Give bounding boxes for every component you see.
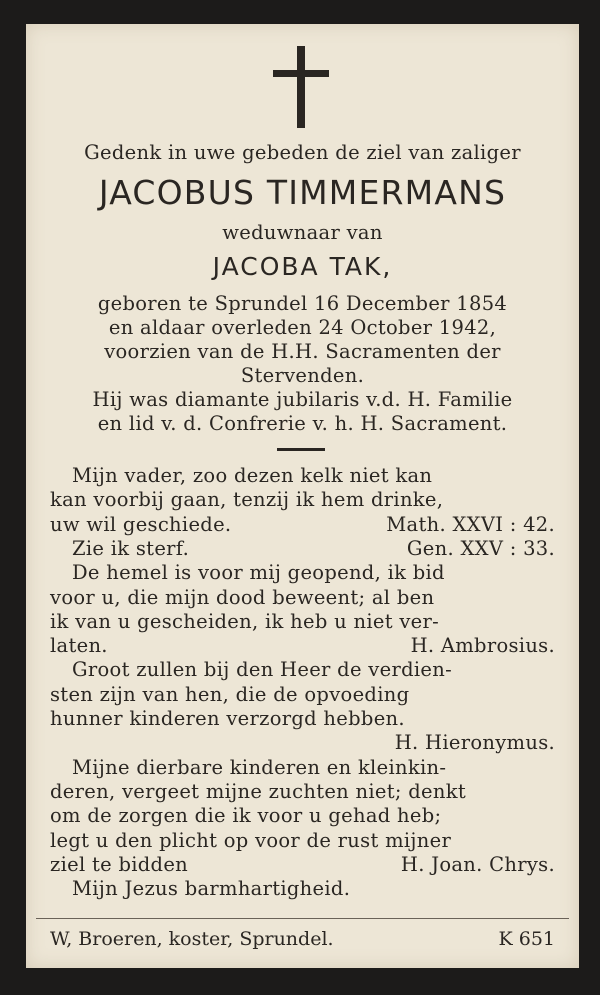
bio-line: Stervenden. <box>240 364 365 387</box>
deceased-name: JACOBUS TIMMERMANS <box>98 173 507 212</box>
prayer-text: ik van u gescheiden, ik heb u niet ver- <box>50 609 439 633</box>
prayer-source: H. Joan. Chrys. <box>400 852 555 876</box>
prayer-text: legt u den plicht op voor de rust mijner <box>50 828 452 852</box>
prayer-text: hunner kinderen verzorgd hebben. <box>50 707 405 730</box>
intro-text: Gedenk in uwe gebeden de ziel van zaliger <box>84 141 521 164</box>
prayer-text: voor u, die mijn dood beweent; al ben <box>50 585 435 609</box>
bio-line: Hij was diamante jubilaris v.d. H. Familie <box>92 388 513 411</box>
divider <box>277 448 325 451</box>
spouse-name: JACOBA TAK, <box>212 252 393 281</box>
prayer-text: ziel te bidden <box>50 852 189 876</box>
prayer-text: laten. <box>50 634 108 658</box>
memorial-card <box>26 24 579 968</box>
prayer-text: Mijn Jezus barmhartigheid. <box>72 877 351 901</box>
bio-line: voorzien van de H.H. Sacramenten der <box>104 340 501 363</box>
printer-name: W, Broeren, koster, Sprundel. <box>50 928 334 950</box>
prayer-text: deren, vergeet mijne zuchten niet; denkt <box>50 779 467 803</box>
prayer-source: H. Hieronymus. <box>394 731 555 755</box>
prayer-source: H. Ambrosius. <box>410 634 555 658</box>
footer-rule <box>36 918 569 919</box>
prayer-source: Gen. XXV : 33. <box>406 536 555 560</box>
card-code: K 651 <box>498 928 555 950</box>
prayer-text: om de zorgen die ik voor u gehad heb; <box>50 804 442 828</box>
prayer-text: kan voorbij gaan, tenzij ik hem drinke, <box>50 488 444 512</box>
bio-line: en aldaar overleden 24 October 1942, <box>108 316 497 339</box>
prayer-text: uw wil geschiede. <box>50 512 232 536</box>
cross-icon <box>273 46 329 128</box>
prayer-text: Mijn vader, zoo dezen kelk niet kan <box>72 464 433 487</box>
prayer-text: De hemel is voor mij geopend, ik bid <box>72 561 445 585</box>
relation-text: weduwnaar van <box>222 221 383 244</box>
bio-line: en lid v. d. Confrerie v. h. H. Sacrament. <box>97 412 508 435</box>
prayer-text: Zie ik sterf. <box>72 536 190 560</box>
prayer-source: Math. XXVI : 42. <box>386 512 555 536</box>
bio-line: geboren te Sprundel 16 December 1854 <box>97 292 508 315</box>
prayer-text: Mijne dierbare kinderen en kleinkin- <box>72 755 447 779</box>
prayer-text: Groot zullen bij den Heer de verdien- <box>72 658 452 682</box>
prayer-text: sten zijn van hen, die de opvoeding <box>50 682 410 706</box>
